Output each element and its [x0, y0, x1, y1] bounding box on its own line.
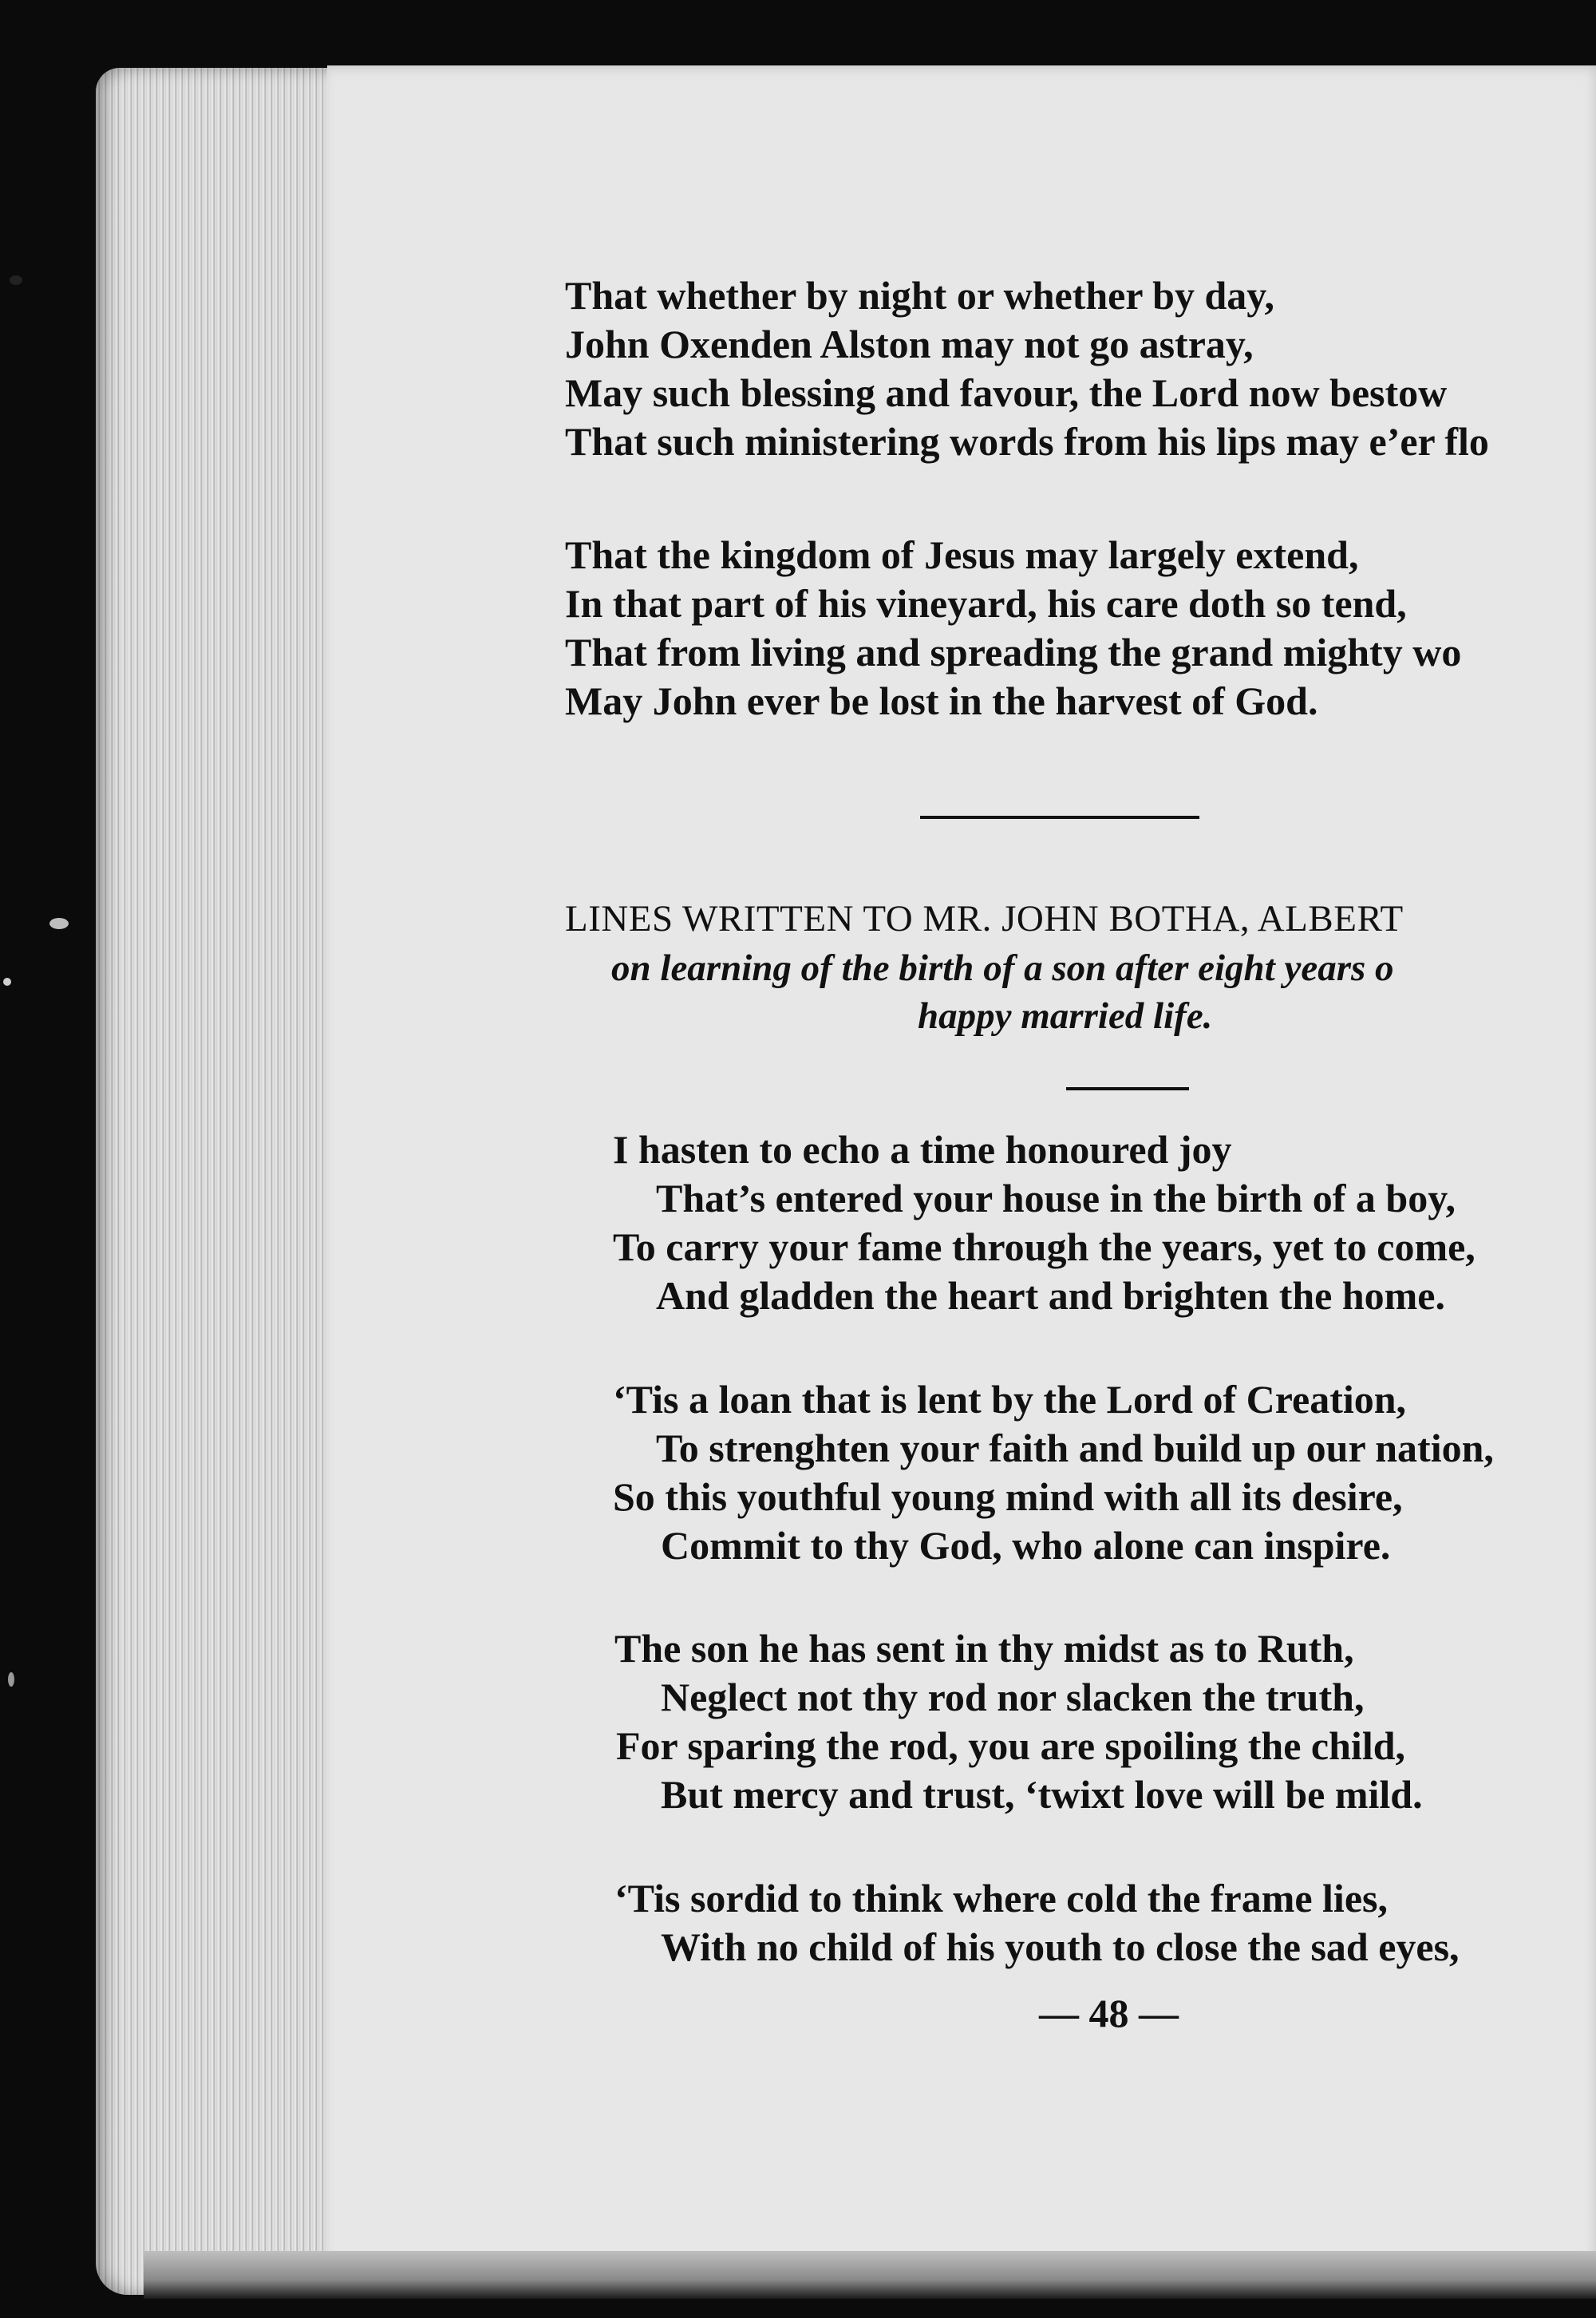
section-subtitle-line-1: on learning of the birth of a son after eight years o — [611, 947, 1394, 989]
poem-line: And gladden the heart and brighten the home. — [656, 1273, 1445, 1318]
scan-speck — [3, 978, 11, 986]
poem-line: That such ministering words from his lips may e’er flo — [565, 419, 1489, 464]
page-bottom-shadow — [144, 2251, 1596, 2299]
poem-line: ‘Tis a loan that is lent by the Lord of Creation, — [613, 1377, 1407, 1422]
subtitle-divider — [1066, 1087, 1189, 1090]
section-divider — [920, 816, 1199, 819]
poem-line: In that part of his vineyard, his care doth so tend, — [565, 581, 1407, 626]
poem-line: May John ever be lost in the harvest of God. — [565, 678, 1318, 723]
scan-speck — [10, 275, 22, 285]
poem-line: That from living and spreading the grand mighty wo — [565, 630, 1462, 674]
book-page-edges — [96, 68, 351, 2295]
poem-line: Neglect not thy rod nor slacken the truth, — [661, 1675, 1365, 1719]
poem-line: May such blessing and favour, the Lord now bestow — [565, 370, 1448, 415]
page-number: — 48 — — [1039, 1991, 1179, 2035]
poem-line: But mercy and trust, ‘twixt love will be mild. — [661, 1772, 1423, 1817]
poem-line: To carry your fame through the years, yet to come, — [613, 1224, 1476, 1269]
scan-speck — [8, 1672, 14, 1687]
poem-line: With no child of his youth to close the sad eyes, — [661, 1924, 1460, 1969]
poem-line: That’s entered your house in the birth of a boy, — [656, 1176, 1456, 1220]
poem-line: ‘Tis sordid to think where cold the frame lies, — [614, 1876, 1388, 1920]
poem-line: I hasten to echo a time honoured joy — [613, 1127, 1232, 1172]
poem-line: John Oxenden Alston may not go astray, — [565, 322, 1254, 366]
poem-line: Commit to thy God, who alone can inspire. — [661, 1523, 1391, 1568]
section-title: LINES WRITTEN TO MR. JOHN BOTHA, ALBERT — [565, 898, 1404, 939]
section-subtitle-line-2: happy married life. — [918, 995, 1213, 1037]
poem-line: The son he has sent in thy midst as to Ruth, — [614, 1626, 1354, 1671]
scan-speck — [49, 918, 69, 929]
poem-line: For sparing the rod, you are spoiling the child, — [616, 1723, 1406, 1768]
poem-line: That the kingdom of Jesus may largely extend, — [565, 532, 1359, 577]
poem-line: So this youthful young mind with all its desire, — [613, 1474, 1403, 1519]
poem-line: To strenghten your faith and build up our nation, — [656, 1426, 1494, 1470]
poem-line: That whether by night or whether by day, — [565, 273, 1275, 318]
